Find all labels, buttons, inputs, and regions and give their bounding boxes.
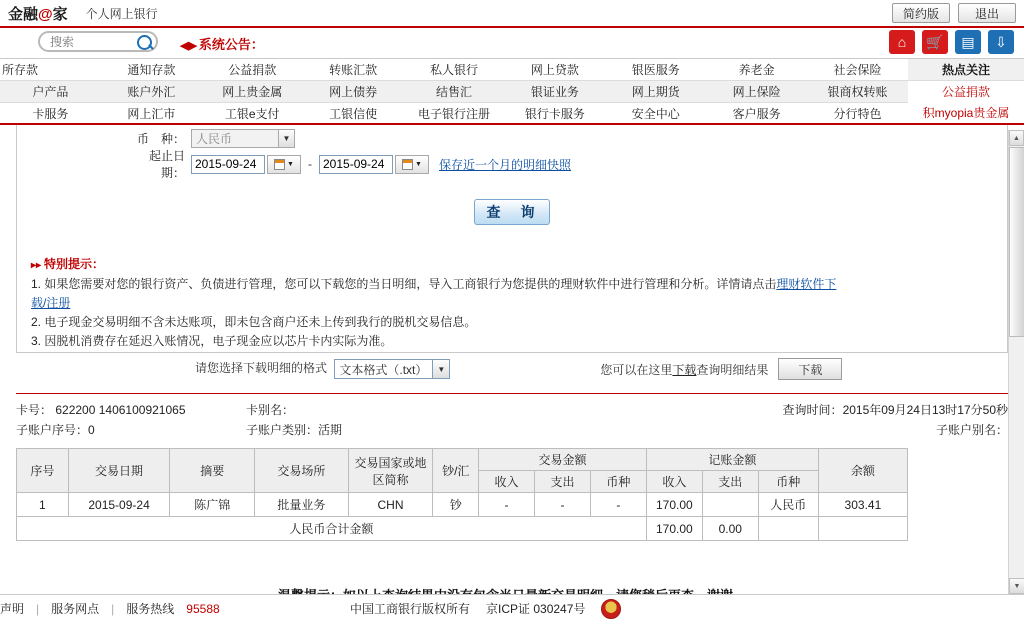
nav-item-0-5[interactable]: 网上贷款 [504, 59, 605, 81]
query-button[interactable]: 查 询 [474, 199, 550, 225]
nav-item-1-0[interactable]: 户产品 [0, 81, 101, 103]
nav-item-1-8[interactable]: 银商权转账 [807, 81, 908, 103]
nav-item-2-0[interactable]: 卡服务 [0, 103, 101, 124]
download-format-group [195, 359, 450, 379]
home-icon[interactable]: ⌂ [889, 30, 915, 54]
scrollbar-thumb[interactable] [1009, 147, 1024, 337]
cell-date: 2015-09-24 [68, 493, 170, 517]
sub-type-value: 活期 [318, 423, 343, 437]
table-header-row-1 [17, 449, 908, 471]
th-amount-group: 交易金额 [479, 449, 647, 471]
nav-item-1-3[interactable]: 网上债券 [303, 81, 404, 103]
footer-center [350, 599, 621, 619]
brand-at: @ [38, 5, 53, 23]
footer-statement-link[interactable]: 声明 [0, 602, 25, 616]
notice-text: 系统公告： [198, 37, 264, 52]
th-seq: 序号 [17, 449, 69, 493]
scroll-down-arrow-icon[interactable]: ▼ [1009, 578, 1024, 594]
th-balance: 余额 [818, 449, 907, 493]
quick-icons [889, 30, 1014, 54]
footer-sep-1: | [36, 601, 40, 616]
footer-copyright: 中国工商银行版权所有 [350, 602, 471, 616]
footer-sep-2: | [111, 601, 115, 616]
brand-left: 金融 [8, 5, 39, 23]
tips-item-3: 3. 因脱机消费存在延迟入账情况，电子现金应以芯片卡内实际为准。 [31, 334, 393, 348]
query-time-value: 2015年09月24日13时17分50秒 [842, 403, 1008, 417]
nav-item-1-6[interactable]: 网上期货 [605, 81, 706, 103]
calendar-icon [402, 159, 413, 170]
nav-item-2-7[interactable]: 客户服务 [706, 103, 807, 124]
brand-subtitle: 个人网上银行 [85, 6, 158, 21]
table-head [17, 449, 908, 493]
nav-grid [0, 59, 908, 124]
card-info [16, 400, 1008, 440]
query-panel [16, 125, 1008, 377]
th-place: 交易场所 [255, 449, 348, 493]
download-format-value: 文本格式（.txt） [339, 362, 428, 377]
cell-rec-expense [702, 493, 758, 517]
tips-item-1-text: 1. 如果您需要对您的银行资产、负债进行管理，您可以下载您的当日明细，导入工商银行为您提供的理财软件中进行管理和分析。详情请点击 [31, 277, 777, 291]
th-txn-currency: 币种 [590, 471, 646, 493]
system-notice-label[interactable] [180, 34, 264, 53]
query-time-group [566, 400, 1008, 420]
nav-item-2-4[interactable]: 电子银行注册 [404, 103, 505, 124]
cell-rec-currency: 人民币 [758, 493, 818, 517]
th-txn-income: 收入 [479, 471, 535, 493]
download-row [17, 354, 1007, 384]
footer-icp[interactable]: 京ICP证 030247号 [486, 602, 586, 616]
nav-item-1-2[interactable]: 网上贵金属 [202, 81, 303, 103]
cell-place: 批量业务 [255, 493, 348, 517]
nav-item-1-7[interactable]: 网上保险 [706, 81, 807, 103]
scroll-up-arrow-icon[interactable]: ▲ [1009, 130, 1024, 146]
date-to-calendar-button[interactable] [395, 155, 429, 174]
nav-item-0-1[interactable]: 通知存款 [101, 59, 202, 81]
th-date: 交易日期 [68, 449, 170, 493]
card-no-label: 卡号： [16, 403, 53, 417]
brand-right: 家 [52, 5, 68, 23]
nav-item-0-4[interactable]: 私人银行 [404, 59, 505, 81]
search-notice-row [0, 28, 1024, 58]
nav-item-1-5[interactable]: 银证业务 [504, 81, 605, 103]
cell-balance: 303.41 [818, 493, 907, 517]
chevron-down-icon: ▼ [415, 160, 422, 168]
tips-item-1 [31, 275, 847, 313]
download-button[interactable]: 下载 [778, 358, 842, 380]
main-content [0, 123, 1024, 617]
cell-seq: 1 [17, 493, 69, 517]
divider [16, 393, 1008, 394]
nav-item-2-5[interactable]: 银行卡服务 [504, 103, 605, 124]
nav-item-2-3[interactable]: 工银信使 [303, 103, 404, 124]
download-format-label: 请您选择下载明细的格式 [195, 361, 328, 376]
search-input[interactable] [38, 31, 158, 52]
hot-panel [908, 59, 1024, 124]
th-rec-income: 收入 [646, 471, 702, 493]
transaction-table [16, 448, 908, 541]
th-country: 交易国家或地区简称 [348, 449, 433, 493]
tips-title [31, 255, 847, 275]
th-record-group: 记账金额 [646, 449, 818, 471]
th-rec-currency: 币种 [758, 471, 818, 493]
tips-marker-icon: ▸▸ [31, 260, 42, 271]
table-summary-row [17, 517, 908, 541]
hot-panel-title: 热点关注 [908, 59, 1024, 81]
summary-expense: 0.00 [702, 517, 758, 541]
calendar-icon [274, 159, 285, 170]
chevron-down-icon: ▼ [287, 160, 294, 168]
download-hint-prefix: 您可以在这里 [600, 362, 673, 377]
date-label: 起止日期： [148, 149, 185, 180]
download-icon[interactable]: ⇩ [988, 30, 1014, 54]
card-info-row-1 [16, 400, 1008, 420]
sub-type-label: 子账户类别： [246, 423, 319, 437]
download-hint-suffix: 查询明细结果 [696, 362, 769, 377]
date-to-input[interactable]: 2015-09-24 [319, 155, 393, 174]
top-bar [0, 0, 1024, 28]
query-time-label: 查询时间： [782, 403, 843, 417]
nav-item-2-8[interactable]: 分行特色 [807, 103, 908, 124]
nav-item-2-2[interactable]: 工银e支付 [202, 103, 303, 124]
search-placeholder: 搜索 [50, 35, 75, 49]
nav-item-2-1[interactable]: 网上汇市 [101, 103, 202, 124]
date-separator: - [308, 157, 312, 171]
currency-value: 人民币 [196, 131, 233, 146]
tips-title-text: 特别提示： [44, 257, 105, 271]
summary-balance [818, 517, 907, 541]
table-row[interactable] [17, 493, 908, 517]
date-from-input[interactable]: 2015-09-24 [191, 155, 265, 174]
nav-item-0-3[interactable]: 转账汇款 [303, 59, 404, 81]
table-body [17, 493, 908, 541]
summary-label: 人民币合计金额 [17, 517, 647, 541]
sub-seq-value: 0 [88, 423, 95, 437]
cell-txn-currency: - [590, 493, 646, 517]
footer-branches-link[interactable]: 服务网点 [51, 602, 100, 616]
simple-version-button[interactable]: 简约版 [892, 3, 950, 23]
hot-item-1[interactable]: 积myopia贵金属 [922, 106, 1010, 120]
card-alias-group [246, 400, 566, 420]
cell-cash-ex: 钞 [433, 493, 479, 517]
download-hint-link[interactable]: 下载 [672, 362, 697, 377]
th-txn-expense: 支出 [534, 471, 590, 493]
summary-income: 170.00 [646, 517, 702, 541]
page-footer [0, 594, 1024, 622]
card-no-value: 622200 1406100921065 [55, 403, 186, 417]
nav-item-0-6[interactable]: 银医服务 [605, 59, 706, 81]
nav-item-0-7[interactable]: 养老金 [706, 59, 807, 81]
tips-item-2: 2. 电子现金交易明细不含未达账项，即未包含商户还未上传到我行的脱机交易信息。 [31, 315, 477, 329]
download-format-select[interactable] [334, 359, 450, 379]
download-action-group [600, 358, 842, 380]
logout-button[interactable]: 退出 [958, 3, 1016, 23]
finance-software-link[interactable]: 理财软件下载/注册 [31, 277, 837, 310]
cart-icon[interactable]: 🛒 [922, 30, 948, 54]
th-summary: 摘要 [170, 449, 255, 493]
vertical-scrollbar[interactable] [1008, 130, 1024, 594]
main-nav [0, 58, 1024, 123]
card-alias-label: 卡别名： [246, 403, 295, 417]
chevron-down-icon[interactable]: ▼ [278, 130, 294, 147]
nav-item-2-6[interactable]: 安全中心 [605, 103, 706, 124]
footer-hotline-number: 95588 [186, 601, 220, 616]
sub-type-group [246, 420, 566, 440]
cell-rec-income: 170.00 [646, 493, 702, 517]
query-button-wrap [17, 199, 1007, 225]
cell-summary: 陈广锦 [170, 493, 255, 517]
footer-hotline-label: 服务热线 [126, 602, 175, 616]
chevron-down-icon[interactable]: ▼ [432, 360, 449, 378]
search-icon[interactable] [137, 35, 152, 50]
nav-item-0-2[interactable]: 公益捐款 [202, 59, 303, 81]
sub-seq-group [16, 420, 246, 440]
currency-label: 币 种： [136, 131, 185, 146]
cell-txn-expense: - [534, 493, 590, 517]
gov-badge-icon [601, 599, 621, 619]
cell-txn-income: - [479, 493, 535, 517]
sub-seq-label: 子账户序号： [16, 423, 89, 437]
nav-item-1-1[interactable]: 账户外汇 [101, 81, 202, 103]
notice-marker-icon: ◀▶ [180, 40, 197, 52]
sub-alias-group [566, 420, 1008, 440]
cell-country: CHN [348, 493, 433, 517]
nav-item-0-0[interactable]: 所存款 [0, 59, 101, 81]
hot-item-0[interactable]: 公益捐款 [941, 85, 990, 99]
date-from-calendar-button[interactable] [267, 155, 301, 174]
card-icon[interactable]: ▤ [955, 30, 981, 54]
topbar-actions [892, 3, 1016, 23]
th-rec-expense: 支出 [702, 471, 758, 493]
download-hint [600, 361, 768, 378]
special-tips [31, 255, 847, 351]
summary-currency [758, 517, 818, 541]
card-info-row-2 [16, 420, 1008, 440]
nav-item-0-8[interactable]: 社会保险 [807, 59, 908, 81]
currency-select[interactable] [191, 129, 295, 148]
sub-alias-label: 子账户别名： [935, 423, 1008, 437]
nav-item-1-4[interactable]: 结售汇 [404, 81, 505, 103]
date-row [17, 149, 1007, 180]
th-cash-ex: 钞/汇 [433, 449, 479, 493]
card-no-group [16, 400, 246, 420]
brand-logo [8, 3, 68, 24]
snapshot-link[interactable]: 保存近一个月的明细快照 [439, 157, 572, 172]
